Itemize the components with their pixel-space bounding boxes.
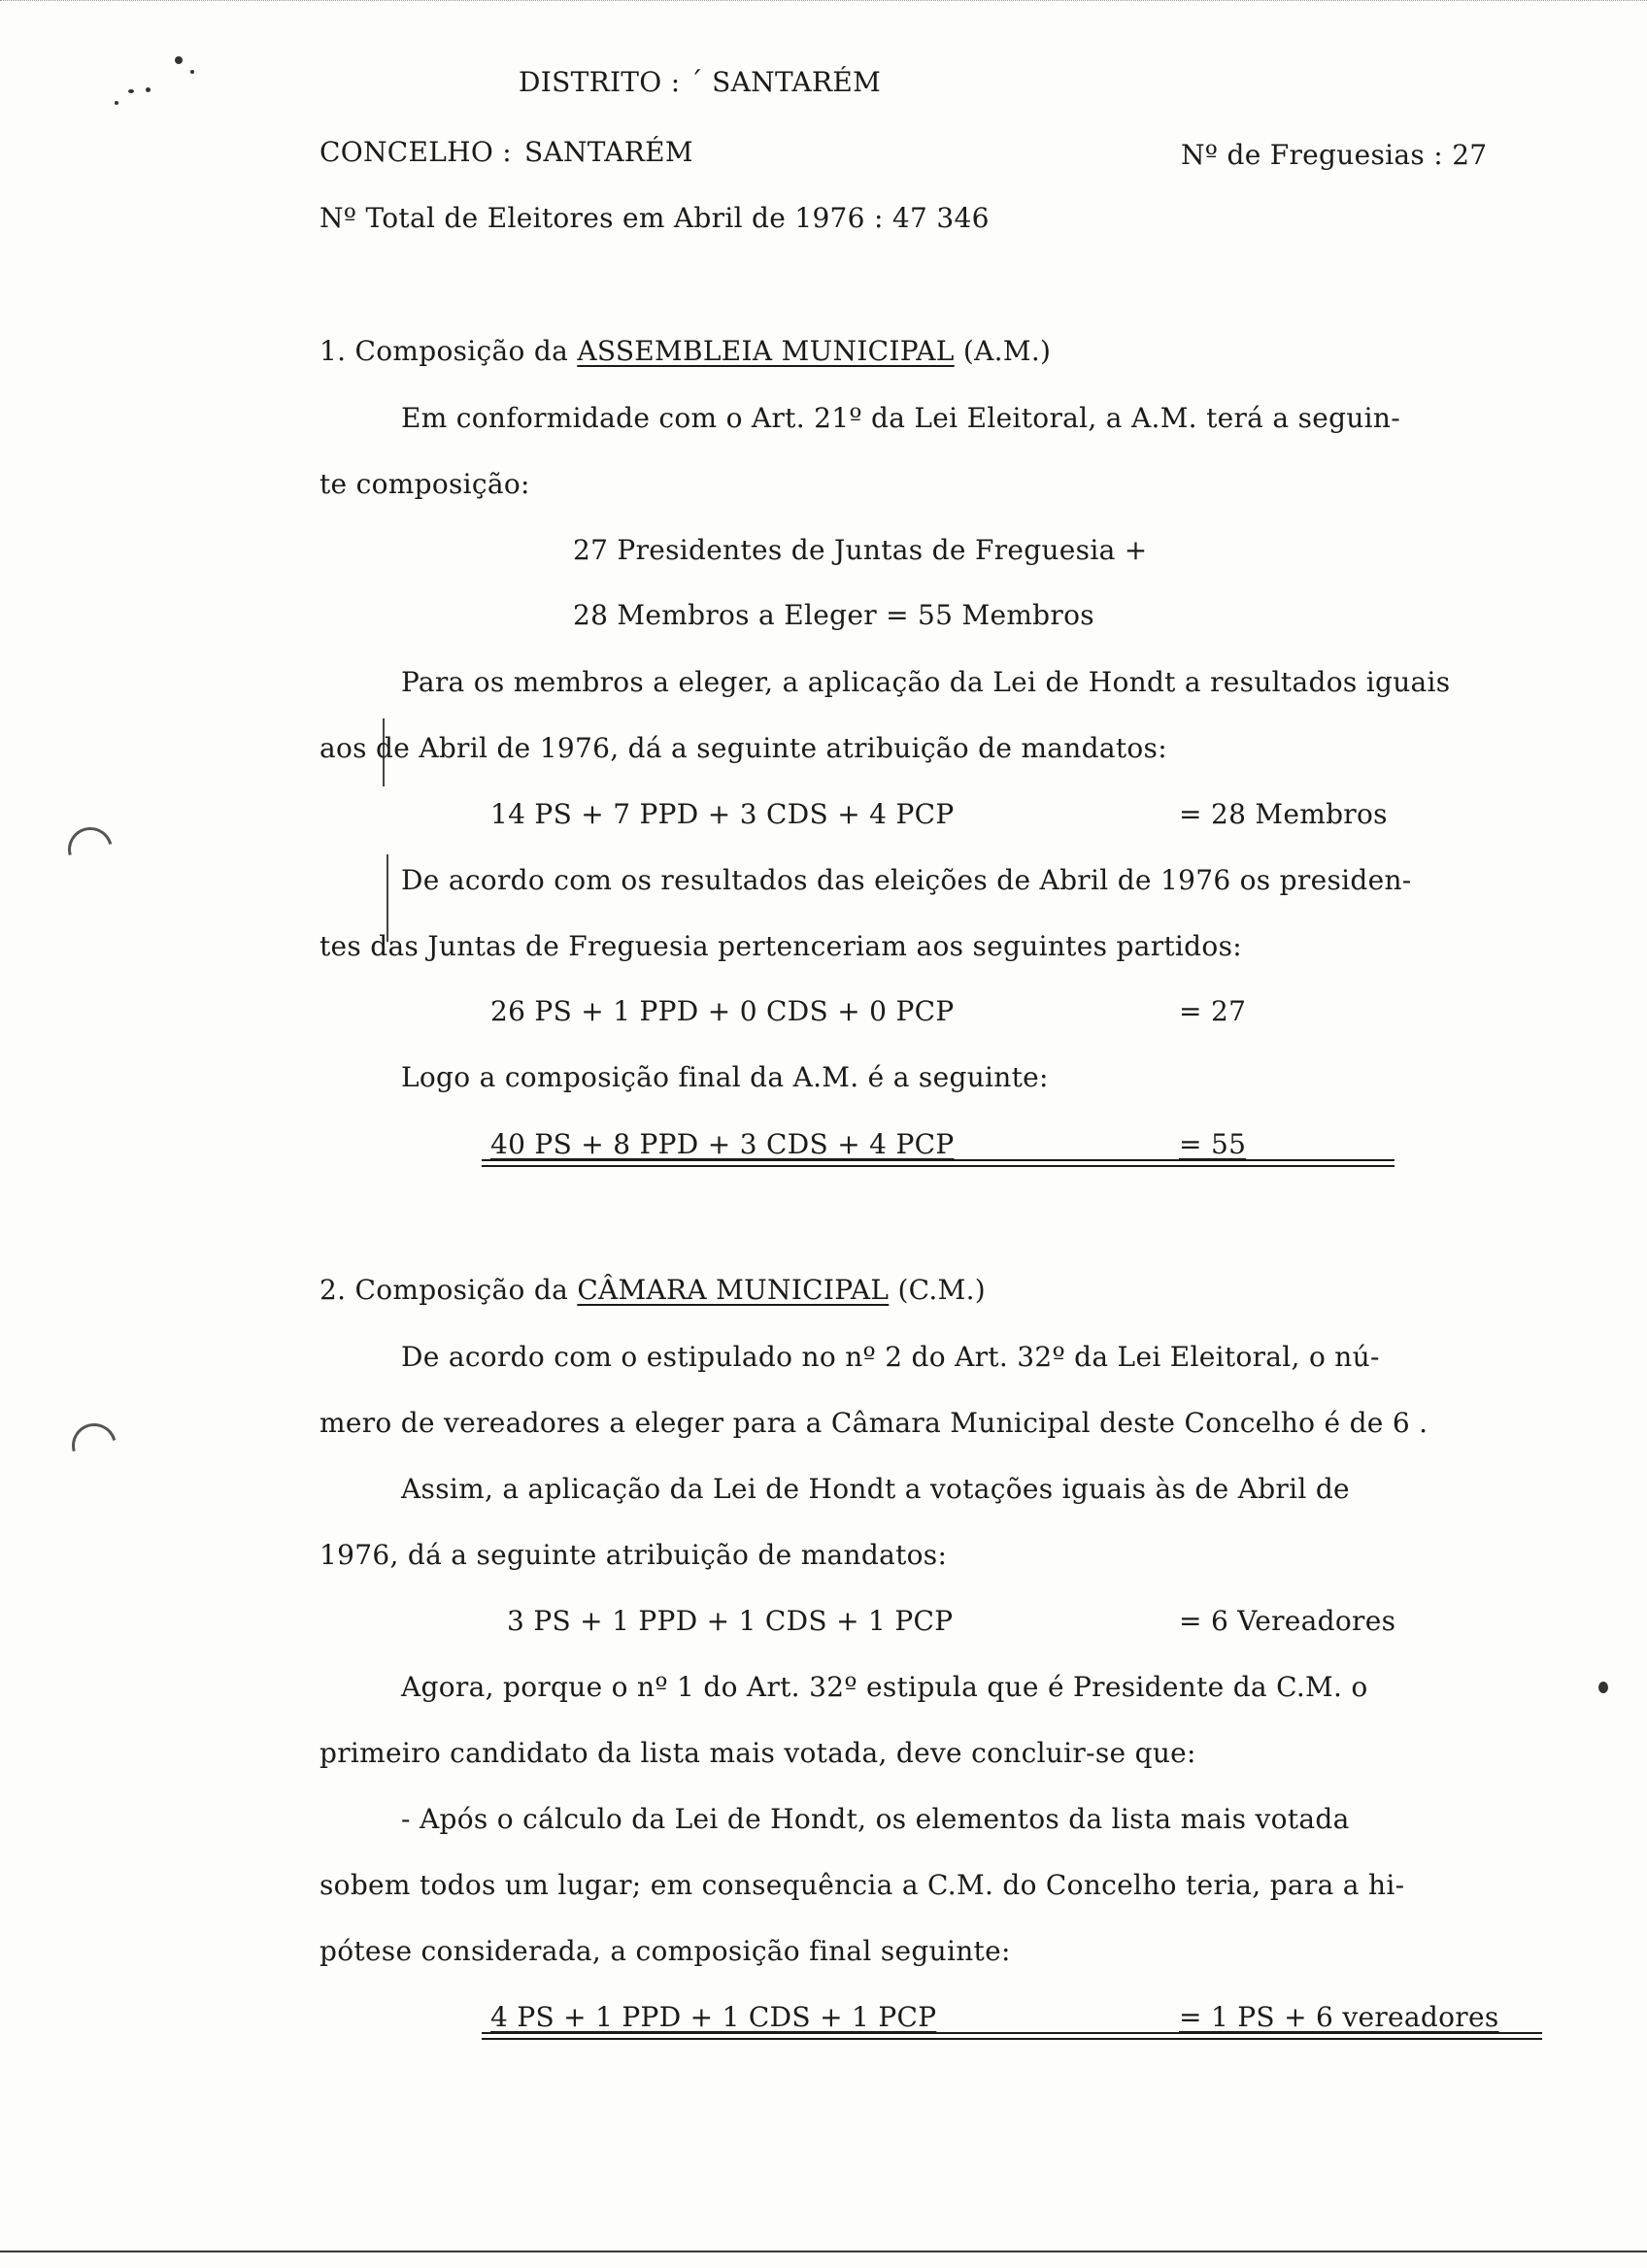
section2-paragraph4-line2: sobem todos um lugar; em consequência a C.M. do Concelho teria, para a hi- [319,1869,1405,1901]
presidents-result-total: = 27 [1179,995,1247,1027]
section1-paragraph2-line2: aos de Abril de 1976, dá a seguinte atribuição de mandatos: [319,732,1167,764]
section2-paragraph1-line2: mero de vereadores a eleger para a Câmara Municipal deste Concelho é de 6 . [319,1407,1429,1439]
section1-title [319,335,1051,368]
section2-paragraph1-line1: De acordo com o estipulado no nº 2 do Art. 32º da Lei Eleitoral, o nú- [401,1341,1380,1373]
section1-paragraph1-line2: te composição: [319,468,530,500]
concelho-value: SANTARÉM [524,136,693,168]
punch-hole [60,819,121,881]
section2-paragraph3-line1: Agora, porque o nº 1 do Art. 32º estipula que é Presidente da C.M. o [401,1671,1368,1703]
section2-title-suffix: (C.M.) [897,1274,986,1306]
page-top-edge [0,0,1647,7]
scan-speck [128,89,134,93]
freguesias-count: Nº de Freguesias : 27 [1181,139,1488,171]
section1-paragraph4: Logo a composição final da A.M. é a seguinte: [401,1061,1049,1093]
margin-mark [387,854,388,942]
section1-paragraph3-line1: De acordo com os resultados das eleições de Abril de 1976 os presiden- [401,864,1412,896]
scan-speck [190,70,194,74]
cm-final-composition: 4 PS + 1 PPD + 1 CDS + 1 PCP [490,2001,937,2033]
scan-speck [1598,1682,1608,1693]
section2-paragraph2-line1: Assim, a aplicação da Lei de Hondt a votações iguais às de Abril de [401,1473,1350,1505]
cm-final-total: = 1 PS + 6 vereadores [1179,2001,1499,2033]
section1-title-prefix: 1. Composição da [319,335,569,367]
concelho-label: CONCELHO : [319,136,513,168]
section2-paragraph4-line1: - Após o cálculo da Lei de Hondt, os elementos da lista mais votada [401,1803,1350,1835]
section2-paragraph2-line2: 1976, dá a seguinte atribuição de mandatos: [319,1539,948,1571]
scan-speck [146,87,151,92]
section1-paragraph1-line1: Em conformidade com o Art. 21º da Lei Eleitoral, a A.M. terá a seguin- [401,402,1401,434]
hondt-result-row: 14 PS + 7 PPD + 3 CDS + 4 PCP [490,798,955,830]
composition-line1: 27 Presidentes de Juntas de Freguesia + [573,534,1148,566]
distrito-line: DISTRITO : ´ SANTARÉM [519,66,882,98]
page-bottom-edge [0,2251,1647,2252]
section2-paragraph3-line2: primeiro candidato da lista mais votada, deve concluir-se que: [319,1737,1196,1769]
section1-title-suffix: (A.M.) [962,335,1052,367]
scan-speck [175,56,183,64]
section2-title-prefix: 2. Composição da [319,1274,569,1306]
vereadores-result-row: 3 PS + 1 PPD + 1 CDS + 1 PCP [507,1605,954,1637]
section2-title [319,1274,986,1307]
composition-line2: 28 Membros a Eleger = 55 Membros [573,599,1094,631]
section2-paragraph4-line3: pótese considerada, a composição final seguinte: [319,1935,1011,1967]
section1-paragraph2-line1: Para os membros a eleger, a aplicação da Lei de Hondt a resultados iguais [401,666,1451,698]
double-underline [482,1159,1395,1167]
am-final-composition: 40 PS + 8 PPD + 3 CDS + 4 PCP [490,1128,955,1160]
vereadores-result-total: = 6 Vereadores [1179,1605,1396,1637]
double-underline [482,2032,1542,2040]
section1-paragraph3-line2: tes das Juntas de Freguesia pertenceriam aos seguintes partidos: [319,930,1242,962]
eleitores-total: Nº Total de Eleitores em Abril de 1976 : 47 346 [319,202,990,234]
am-final-total: = 55 [1179,1128,1247,1160]
section2-title-underlined: CÂMARA MUNICIPAL [577,1274,890,1306]
presidents-result-row: 26 PS + 1 PPD + 0 CDS + 0 PCP [490,995,955,1027]
punch-hole [64,1416,125,1477]
hondt-result-total: = 28 Membros [1179,798,1388,830]
scan-speck [115,101,118,105]
section1-title-underlined: ASSEMBLEIA MUNICIPAL [577,335,955,367]
